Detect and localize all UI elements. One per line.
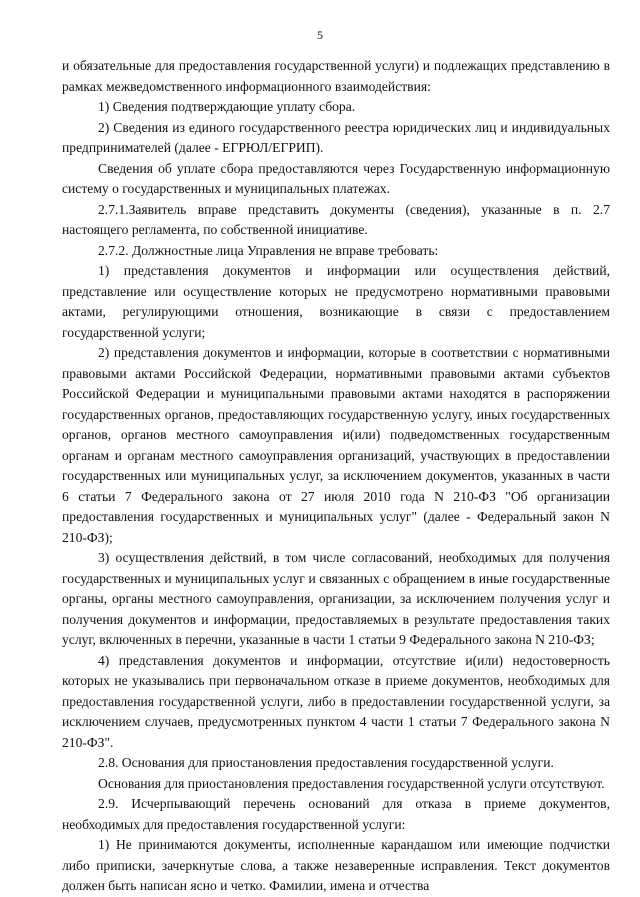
paragraph: 2.7.2. Должностные лица Управления не вправе требовать: (98, 242, 439, 258)
paragraph: Основания для приостановления предоставления государственной услуги отсутствуют. (98, 775, 605, 791)
paragraph: 2.8. Основания для приостановления предоставления государственной услуги. (98, 755, 554, 770)
paragraph: 2.7.1.Заявитель вправе представить документы (сведения), указанные в п. 2.7 настоящего регламента, по собственной инициативе. (62, 201, 610, 237)
paragraph: 1) Не принимаются документы, исполненные карандашом или имеющие подчистки либо приписки, зачеркнутые слова, а также незаверенные исправления. Текст документов должен быть написан ясно и четко. Фамилии, имена и отчества (62, 837, 610, 893)
paragraph: 1) представления документов и информации или осуществления действий, представление или осуществление которых не предусмотрено нормативными правовыми актами, регулирующими отношения, возникающие в связи с предоставлением государственной услуги; (62, 263, 610, 340)
paragraph: Сведения об уплате сбора предоставляются через Государственную информационную систему о государственных и муниципальных платежах. (62, 160, 610, 196)
paragraph: 4) представления документов и информации, отсутствие и(или) недостоверность которых не указывались при первоначальном отказе в приеме документов, необходимых для предоставления государственной услуги, либо в предоставлении государственной услуги, за исключением случаев, предусмотренных пунктом 4 части 1 статьи 7 Федерального закона N 210-ФЗ". (62, 652, 610, 750)
paragraph: 2) Сведения из единого государственного реестра юридических лиц и индивидуальных предпринимателей (далее - ЕГРЮЛ/ЕГРИП). (62, 119, 610, 155)
document-body (62, 56, 610, 897)
paragraph: 2.9. Исчерпывающий перечень оснований для отказа в приеме документов, необходимых для предоставления государственной услуги: (62, 796, 610, 832)
paragraph: 2) представления документов и информации, которые в соответствии с нормативными правовыми актами Российской Федерации, нормативными правовыми актами субъектов Российской Федерации и муниципальными правовыми актами находятся в распоряжении государственных органов, предоставляющих государственную услугу, иных государственных органов, органов местного самоуправления и(или) подведомственных государственным органам и органам местного самоуправления организаций, участвующих в предоставлении государственных или муниципальных услуг, за исключением документов, указанных в части 6 статьи 7 Федерального закона от 27 июля 2010 года N 210-ФЗ "Об организации предоставления государственных и муниципальных услуг" (далее - Федеральный закон N 210-ФЗ); (62, 345, 610, 545)
paragraph: 3) осуществления действий, в том числе согласований, необходимых для получения государственных и муниципальных услуг и связанных с обращением в иные государственные органы, органы местного самоуправления, организации, за исключением получения услуг и получения документов и информации, предоставляемых в результате предоставления таких услуг, включенных в перечни, указанные в части 1 статьи 9 Федерального закона N 210-ФЗ; (62, 550, 610, 647)
paragraph: 1) Сведения подтверждающие уплату сбора. (98, 99, 356, 114)
page-number: 5 (317, 28, 323, 42)
paragraph: и обязательные для предоставления государственной услуги) и подлежащих представлению в рамках межведомственного информационного взаимодействия: (62, 58, 610, 94)
